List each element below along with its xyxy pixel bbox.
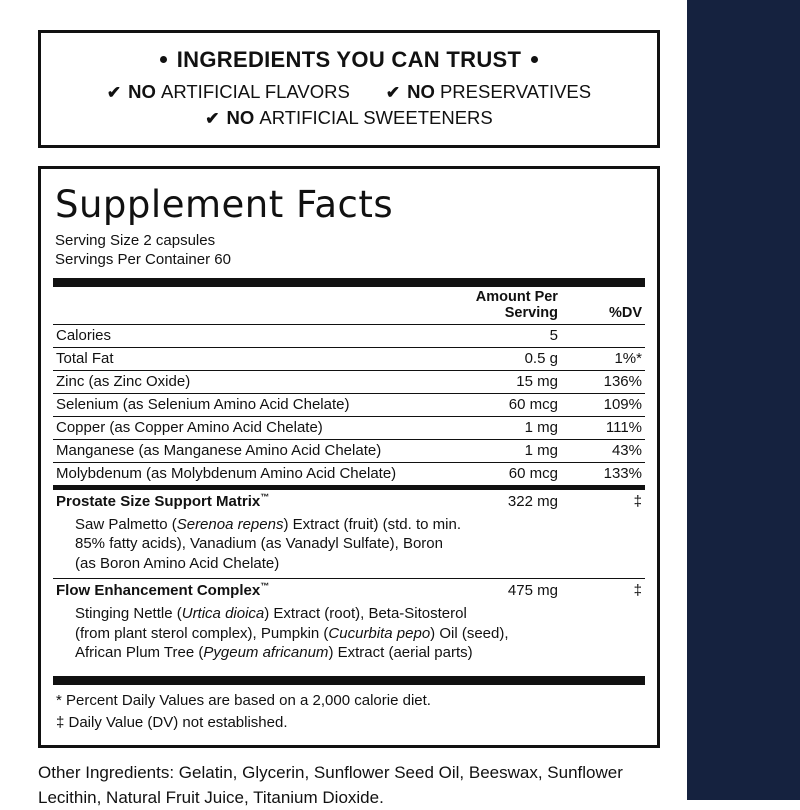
blend-name	[53, 579, 432, 602]
serving-size: Serving Size 2 capsules	[55, 232, 216, 249]
nutrient-name: Calories	[53, 324, 432, 347]
nutrient-dv: 1%*	[574, 347, 645, 370]
trust-item-no-label: NO	[128, 81, 156, 102]
nutrient-amount: 1 mg	[432, 416, 574, 439]
trademark-icon: ™	[260, 581, 270, 591]
nutrient-name: Selenium (as Selenium Amino Acid Chelate)	[53, 393, 432, 416]
blend-ingredients-flow: Stinging Nettle (Urtica dioica) Extract (root), Beta-Sitosterol (from plant sterol complex), Pumpkin (Cucurbita pepo) Oil (seed), African Plum Tree (Pygeum africanum) Extract (aerial parts)	[75, 605, 509, 661]
bullet-dot-right-icon	[531, 56, 538, 63]
footnote-percent-dv: * Percent Daily Values are based on a 2,000 calorie diet.	[56, 691, 431, 709]
bullet-dot-left-icon	[160, 56, 167, 63]
ingredients-trust-banner	[38, 30, 660, 148]
trust-item-text: ARTIFICIAL FLAVORS	[161, 81, 350, 102]
nutrient-amount: 60 mcg	[432, 462, 574, 485]
trust-banner-title-text: INGREDIENTS YOU CAN TRUST	[176, 47, 522, 72]
trust-row-one	[49, 81, 649, 103]
nutrient-name: Manganese (as Manganese Amino Acid Chelate)	[53, 439, 432, 462]
nutrient-amount: 60 mcg	[432, 393, 574, 416]
nutrient-amount: 15 mg	[432, 370, 574, 393]
header-amount-per-serving: Amount Per Serving	[475, 288, 558, 321]
nutrient-dv: 133%	[574, 462, 645, 485]
footnote-dv-not-established: ‡ Daily Value (DV) not established.	[56, 713, 288, 731]
nutrient-dv: 43%	[574, 439, 645, 462]
blend-ingredients-prostate: Saw Palmetto (Serenoa repens) Extract (fruit) (std. to min. 85% fatty acids), Vanadium (as Vanadyl Sulfate), Boron (as Boron Amino Acid Chelate)	[75, 515, 461, 572]
nutrient-name: Molybdenum (as Molybdenum Amino Acid Chelate)	[53, 462, 432, 485]
table-row	[53, 416, 645, 439]
nutrient-amount: 5	[432, 324, 574, 347]
nutrient-name: Zinc (as Zinc Oxide)	[53, 370, 432, 393]
blend-amount: 475 mg	[507, 582, 558, 599]
nutrient-dv	[574, 324, 645, 347]
trust-item-no-label: NO	[407, 81, 435, 102]
header-percent-dv: %DV	[608, 304, 642, 321]
table-row	[53, 324, 645, 347]
blend-dv: ‡	[633, 582, 642, 599]
nutrient-dv: 136%	[574, 370, 645, 393]
blend-row	[53, 490, 645, 513]
trust-item-no-label: NO	[226, 107, 255, 128]
divider-thick-bottom	[53, 676, 645, 685]
trust-item-text: ARTIFICIAL SWEETENERS	[259, 107, 493, 128]
blend-table-prostate	[53, 490, 645, 513]
nutrition-table	[53, 287, 645, 485]
table-header-row	[53, 287, 645, 325]
trust-row-two	[49, 107, 649, 129]
check-icon: ✔	[106, 83, 122, 102]
trust-banner-title	[49, 47, 649, 73]
table-row	[53, 462, 645, 485]
table-row	[53, 393, 645, 416]
trust-item-text: PRESERVATIVES	[439, 81, 592, 102]
label-content	[38, 0, 660, 810]
blend-table-flow	[53, 579, 645, 602]
trust-item-preservatives	[386, 81, 591, 103]
blend-name	[53, 490, 432, 513]
supplement-facts-title: Supplement Facts	[55, 183, 394, 226]
trademark-icon: ™	[260, 491, 270, 502]
nutrient-dv: 111%	[574, 416, 645, 439]
blend-amount: 322 mg	[507, 492, 558, 510]
divider-thick-top	[53, 278, 645, 287]
nutrient-amount: 0.5 g	[432, 347, 574, 370]
trust-item-artificial-sweeteners	[205, 107, 493, 129]
header-nutrient	[53, 287, 432, 325]
blend-name-text: Prostate Size Support Matrix	[56, 492, 261, 510]
check-icon: ✔	[385, 83, 401, 102]
servings-per-container: Servings Per Container 60	[55, 250, 231, 268]
nutrient-name: Total Fat	[53, 347, 432, 370]
blend-row	[53, 579, 645, 602]
nutrient-amount: 1 mg	[432, 439, 574, 462]
table-row	[53, 347, 645, 370]
nutrient-name: Copper (as Copper Amino Acid Chelate)	[53, 416, 432, 439]
trust-item-artificial-flavors	[107, 81, 350, 103]
blend-dv: ‡	[633, 492, 642, 510]
check-icon: ✔	[205, 109, 220, 128]
navy-side-band	[687, 0, 800, 800]
nutrient-dv: 109%	[574, 393, 645, 416]
supplement-facts-panel	[38, 166, 660, 748]
blend-name-text: Flow Enhancement Complex	[56, 582, 261, 599]
table-row	[53, 370, 645, 393]
table-row	[53, 439, 645, 462]
other-ingredients: Other Ingredients: Gelatin, Glycerin, Sunflower Seed Oil, Beeswax, Sunflower Lecithin, Natural Fruit Juice, Titanium Dioxide.	[38, 763, 623, 807]
